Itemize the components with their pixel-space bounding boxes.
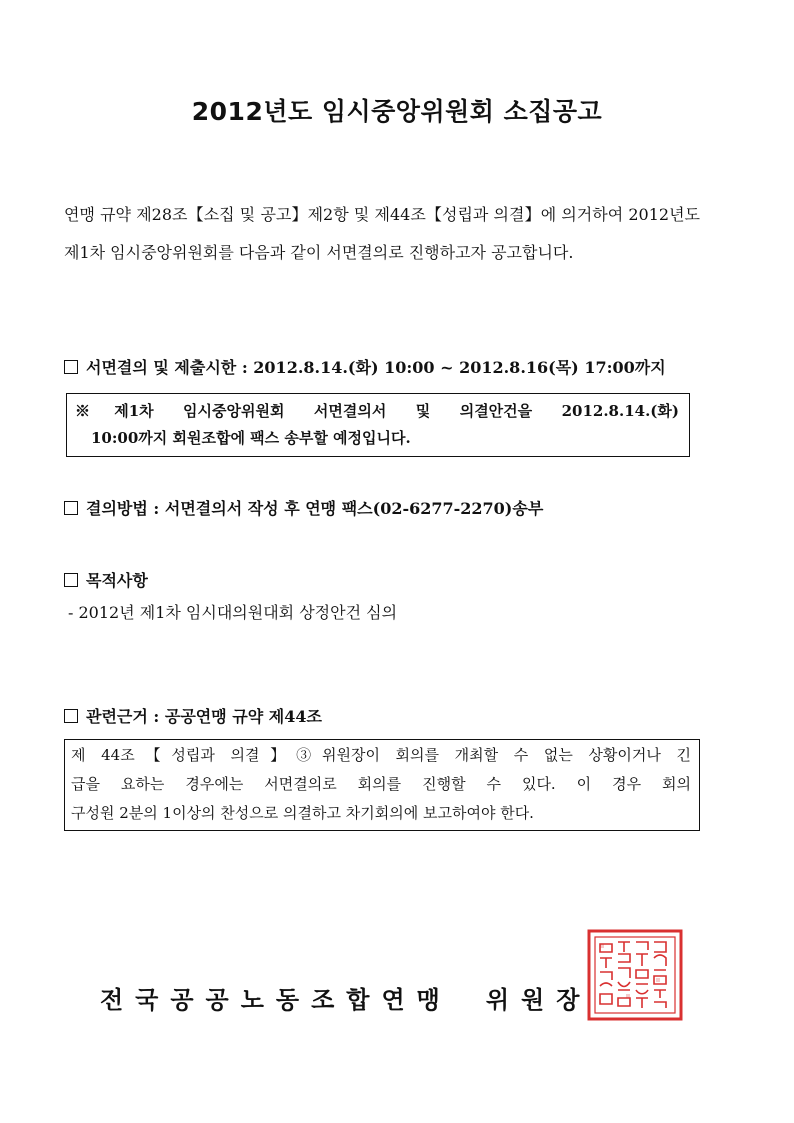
section-basis-text: 관련근거 : 공공연맹 규약 제44조 (86, 707, 322, 726)
signature-line (100, 980, 660, 1015)
deadline-note-line1: ※제1차 임시중앙위원회 서면결의서 및 의결안건을 2012.8.14.(화) (75, 402, 679, 420)
deadline-note-line2: 10:00까지 회원조합에 팩스 송부할 예정입니다. (91, 429, 411, 447)
checkbox-icon (64, 573, 78, 587)
deadline-note-box (66, 393, 690, 457)
basis-line1: 제 44조【성립과 의결】③위원장이 회의를 개최할 수 없는 상황이거나 긴 (71, 746, 691, 764)
document-title: 2012년도 임시중앙위원회 소집공고 (191, 97, 603, 126)
basis-line2: 급을 요하는 경우에는 서면결의로 회의를 진행할 수 있다. 이 경우 회의 (71, 775, 691, 793)
section-deadline-heading (64, 355, 666, 378)
checkbox-icon (64, 709, 78, 723)
intro-paragraph: 연맹 규약 제28조【소집 및 공고】제2항 및 제44조【성립과 의결】에 의거하여 2012년도 제1차 임시중앙위원회를 다음과 같이 서면결의로 진행하고자 공고합니다. (64, 205, 700, 262)
purpose-item: - 2012년 제1차 임시대의원대회 상정안건 심의 (68, 603, 398, 622)
signature-organization: 전국공공노동조합연맹 (100, 986, 452, 1014)
section-method-heading (64, 496, 543, 519)
section-method-text: 결의방법 : 서면결의서 작성 후 연맹 팩스(02-6277-2270)송부 (86, 499, 544, 518)
section-purpose-heading (64, 568, 148, 591)
basis-line3: 구성원 2분의 1이상의 찬성으로 의결하고 차기회의에 보고하여야 한다. (71, 804, 534, 822)
checkbox-icon (64, 360, 78, 374)
basis-quote-box (64, 739, 700, 831)
section-basis-heading (64, 704, 322, 727)
signature-position: 위원장 (485, 986, 592, 1014)
official-seal-icon (586, 928, 684, 1022)
section-deadline-text: 서면결의 및 제출시한 : 2012.8.14.(화) 10:00 ~ 2012.8.16(목) 17:00까지 (86, 358, 666, 377)
checkbox-icon (64, 501, 78, 515)
section-purpose-text: 목적사항 (86, 571, 148, 590)
